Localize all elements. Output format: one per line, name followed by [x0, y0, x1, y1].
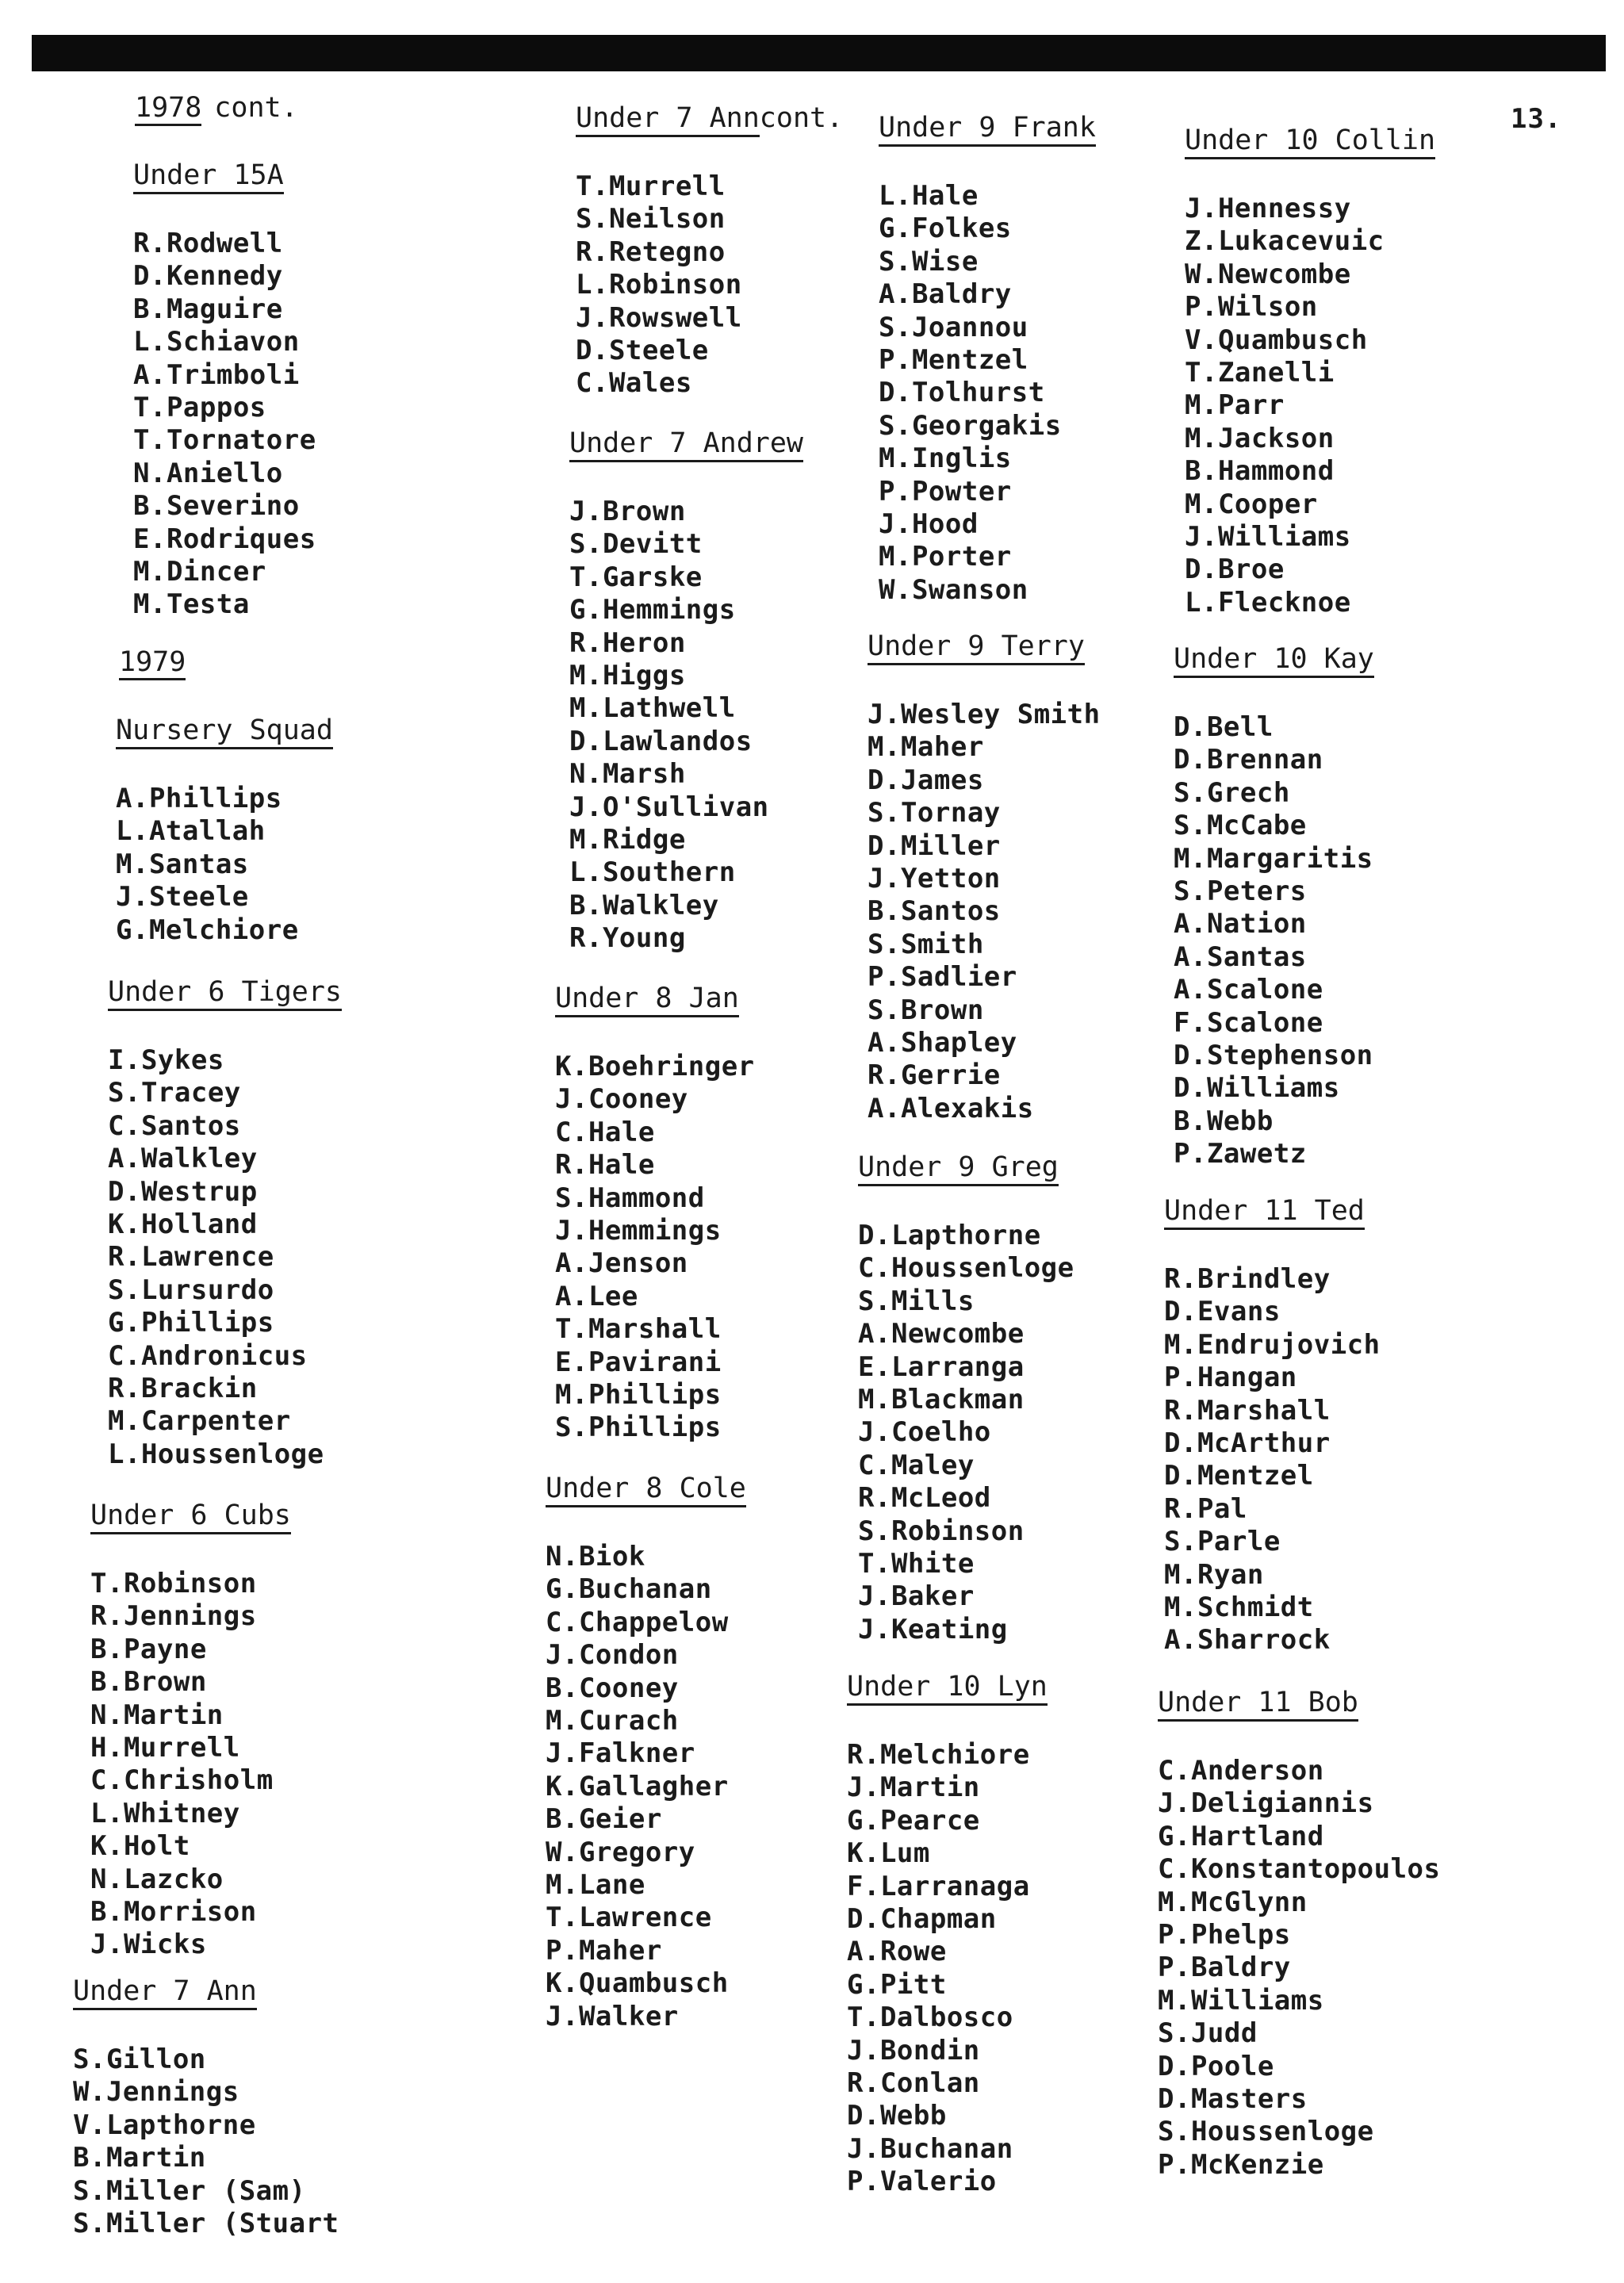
player-name: A.Alexakis [868, 1092, 1034, 1124]
player-name: G.Folkes [879, 213, 1012, 245]
player-name: B.Walkley [569, 889, 719, 921]
player-name: D.James [868, 764, 984, 796]
player-name: P.Powter [879, 475, 1012, 508]
player-name: D.Kennedy [133, 260, 283, 293]
player-name: M.Lane [546, 1869, 645, 1902]
player-name: K.Quambusch [546, 1967, 729, 2000]
team-heading [90, 1499, 291, 1534]
player-list [116, 783, 333, 947]
player-name: S.Georgakis [879, 409, 1062, 442]
player-name: M.Cooper [1185, 488, 1318, 520]
year-heading-1978 [135, 92, 298, 124]
player-name: J.Steele [116, 881, 249, 914]
team-block-under-11-bob [1158, 1686, 1441, 2181]
player-name: B.Geier [546, 1803, 662, 1836]
player-name: C.Anderson [1158, 1755, 1324, 1787]
player-name: S.Joannou [879, 311, 1028, 343]
player-name: J.Wicks [90, 1929, 207, 1961]
player-name: H.Murrell [90, 1732, 240, 1764]
player-name: J.Falkner [546, 1737, 695, 1770]
player-name: M.Dincer [133, 556, 266, 588]
player-name: J.O'Sullivan [569, 791, 769, 823]
player-name: N.Marsh [569, 758, 686, 791]
player-name: W.Jennings [73, 2076, 239, 2109]
player-name: M.Curach [546, 1705, 679, 1737]
team-title: Under 11 Bob [1158, 1687, 1358, 1718]
player-name: N.Biok [546, 1541, 645, 1572]
player-name: S.Smith [868, 928, 984, 960]
player-name: S.Robinson [858, 1515, 1025, 1547]
player-name: M.Endrujovich [1164, 1328, 1381, 1361]
team-block-under-7-andrew [569, 427, 803, 956]
player-name: M.Williams [1158, 1984, 1324, 2017]
player-name: V.Lapthorne [73, 2109, 256, 2141]
player-name: D.Brennan [1174, 744, 1323, 776]
player-list [847, 1739, 1048, 2199]
team-block-nursery-squad [116, 714, 333, 947]
player-name: F.Larranaga [847, 1870, 1030, 1902]
player-name: M.Lathwell [569, 692, 736, 725]
team-title: Under 7 Ann [73, 1975, 257, 2007]
player-name: G.Hemmings [569, 594, 736, 626]
player-name: R.Rodwell [133, 228, 283, 259]
player-name: T.Tornatore [133, 424, 316, 457]
team-title: Under 10 Kay [1174, 643, 1374, 675]
player-name: L.Robinson [576, 269, 742, 301]
player-name: B.Hammond [1185, 455, 1335, 488]
team-heading [1158, 1686, 1358, 1722]
player-name: S.Grech [1174, 776, 1290, 809]
team-title: Under 9 Frank [879, 112, 1096, 144]
team-title: Under 10 Collin [1185, 124, 1436, 156]
player-name: M.Ridge [569, 824, 686, 856]
player-name: B.Brown [90, 1666, 207, 1699]
team-title: Under 11 Ted [1164, 1195, 1365, 1227]
player-name: S.Tracey [108, 1077, 241, 1109]
team-title: Under 8 Jan [555, 983, 739, 1014]
team-title: Under 9 Terry [868, 630, 1085, 662]
team-heading [546, 1472, 746, 1507]
player-name: A.Lee [555, 1280, 638, 1312]
team-block-under-8-cole [546, 1472, 746, 2033]
player-name: J.Walker [546, 2000, 679, 2032]
player-name: C.Konstantopoulos [1158, 1853, 1441, 1886]
team-block-under-6-tigers [108, 975, 342, 1471]
player-list [1174, 711, 1374, 1171]
player-name: S.Devitt [569, 528, 703, 561]
player-name: A.Phillips [116, 783, 282, 814]
player-name: J.Bondin [847, 2034, 980, 2067]
player-name: D.Mentzel [1164, 1460, 1314, 1492]
year-number: 1978 [135, 92, 201, 126]
player-name: K.Holland [108, 1209, 258, 1241]
player-name: D.Lapthorne [858, 1220, 1041, 1251]
player-list [133, 228, 316, 622]
player-name: L.Atallah [116, 815, 266, 848]
team-block-under-6-cubs [90, 1499, 291, 1962]
player-name: R.Jennings [90, 1600, 257, 1633]
player-list [569, 496, 803, 956]
player-name: S.Judd [1158, 2017, 1258, 2050]
player-name: P.Wilson [1185, 291, 1318, 324]
team-block-under-7-ann-cont [576, 102, 843, 400]
player-name: J.Buchanan [847, 2132, 1013, 2165]
year-number: 1979 [119, 646, 186, 680]
player-name: R.Gerrie [868, 1059, 1001, 1092]
player-name: P.Maher [546, 1934, 662, 1967]
player-name: S.Peters [1174, 875, 1307, 908]
player-list [858, 1220, 1074, 1646]
player-name: J.Wesley Smith [868, 699, 1101, 730]
player-name: M.Testa [133, 588, 250, 621]
player-name: C.Chrisholm [90, 1764, 274, 1797]
team-title: Under 6 Cubs [90, 1500, 291, 1531]
team-title-cont: cont. [759, 102, 844, 134]
player-name: I.Sykes [108, 1044, 224, 1076]
player-name: C.Hale [555, 1116, 655, 1148]
team-heading [116, 714, 333, 749]
player-name: D.Stephenson [1174, 1040, 1373, 1072]
team-title: Nursery Squad [116, 714, 333, 746]
player-name: A.Baldry [879, 278, 1012, 311]
player-name: D.Tolhurst [879, 377, 1045, 409]
player-name: B.Morrison [90, 1896, 257, 1929]
player-name: E.Larranga [858, 1350, 1025, 1383]
team-heading [576, 102, 760, 137]
team-title: Under 10 Lyn [847, 1671, 1048, 1703]
player-name: D.Bell [1174, 711, 1274, 743]
team-block-under-15a [133, 159, 316, 622]
player-name: W.Swanson [879, 573, 1028, 606]
team-heading [868, 630, 1085, 665]
player-name: A.Nation [1174, 908, 1307, 940]
player-name: G.Buchanan [546, 1573, 712, 1606]
player-name: M.Porter [879, 541, 1012, 573]
player-name: L.Southern [569, 856, 736, 889]
player-name: G.Hartland [1158, 1820, 1324, 1852]
player-name: F.Scalone [1174, 1006, 1323, 1039]
player-name: B.Severino [133, 490, 300, 523]
player-name: G.Pearce [847, 1804, 980, 1837]
player-name: T.Dalbosco [847, 2001, 1013, 2034]
team-title: Under 7 Ann [576, 102, 760, 134]
player-name: S.Lursurdo [108, 1274, 274, 1306]
player-name: M.Santas [116, 848, 249, 880]
player-name: J.Coelho [858, 1416, 991, 1449]
player-name: M.Maher [868, 731, 984, 764]
player-name: G.Melchiore [116, 914, 299, 946]
team-title: Under 8 Cole [546, 1473, 746, 1504]
team-block-under-10-collin [1185, 124, 1435, 619]
team-heading [555, 982, 739, 1017]
player-name: A.Jenson [555, 1247, 688, 1280]
player-name: T.Murrell [576, 170, 726, 202]
player-name: D.Evans [1164, 1296, 1281, 1328]
player-name: S.Tornay [868, 797, 1001, 829]
player-name: M.Inglis [879, 442, 1012, 475]
team-block-under-8-jan [555, 982, 755, 1445]
player-name: R.Brindley [1164, 1263, 1331, 1295]
player-name: C.Santos [108, 1109, 241, 1142]
player-name: T.White [858, 1548, 975, 1580]
player-name: J.Hemmings [555, 1215, 722, 1247]
team-heading [1185, 124, 1435, 159]
player-name: B.Payne [90, 1633, 207, 1665]
player-name: S.Miller (Stuart [73, 2208, 339, 2240]
player-name: M.Parr [1185, 389, 1285, 422]
player-name: V.Quambusch [1185, 324, 1368, 356]
player-name: M.Margaritis [1174, 842, 1373, 875]
player-name: M.Ryan [1164, 1558, 1264, 1591]
team-heading [879, 111, 1096, 147]
player-name: R.Retegno [576, 236, 726, 268]
player-list [555, 1051, 755, 1445]
player-name: B.Webb [1174, 1105, 1274, 1137]
player-name: D.Broe [1185, 554, 1285, 586]
team-block-under-9-frank [879, 111, 1096, 607]
player-name: B.Santos [868, 895, 1001, 928]
player-name: E.Rodriques [133, 523, 316, 555]
player-name: N.Martin [90, 1699, 224, 1731]
player-name: K.Lum [847, 1837, 930, 1870]
player-name: M.Phillips [555, 1379, 722, 1412]
player-name: C.Andronicus [108, 1339, 308, 1372]
player-name: C.Chappelow [546, 1606, 729, 1638]
player-name: S.McCabe [1174, 810, 1307, 842]
team-title: Under 7 Andrew [569, 427, 804, 459]
player-name: P.Mentzel [879, 344, 1028, 377]
team-heading [73, 1975, 257, 2010]
player-name: M.Schmidt [1164, 1592, 1314, 1624]
player-name: D.Steele [576, 335, 709, 367]
team-title: Under 15A [133, 159, 284, 191]
player-name: R.Marshall [1164, 1394, 1331, 1427]
player-name: B.Cooney [546, 1672, 679, 1704]
player-name: L.Houssenloge [108, 1438, 324, 1470]
player-name: A.Trimboli [133, 358, 300, 391]
team-heading [108, 975, 342, 1011]
player-name: J.Hennessy [1185, 193, 1351, 224]
player-list [1158, 1755, 1441, 2181]
team-heading [569, 427, 803, 462]
player-name: K.Holt [90, 1830, 190, 1863]
player-name: C.Maley [858, 1449, 975, 1481]
player-name: R.Lawrence [108, 1241, 274, 1274]
player-name: R.Heron [569, 626, 686, 659]
player-name: A.Rowe [847, 1936, 947, 1968]
player-name: D.Westrup [108, 1175, 258, 1208]
player-name: P.McKenzie [1158, 2148, 1324, 2181]
player-name: D.Lawlandos [569, 725, 753, 757]
player-name: P.Zawetz [1174, 1138, 1307, 1170]
player-name: P.Hangan [1164, 1362, 1297, 1394]
player-name: N.Aniello [133, 457, 283, 489]
player-name: R.McLeod [858, 1482, 991, 1515]
player-name: P.Baldry [1158, 1952, 1291, 1984]
year-suffix: cont. [214, 92, 298, 124]
player-list [546, 1541, 746, 2033]
player-name: A.Scalone [1174, 974, 1323, 1006]
player-name: M.Carpenter [108, 1405, 291, 1438]
team-block-under-10-lyn [847, 1670, 1048, 2199]
player-name: D.Poole [1158, 2050, 1274, 2082]
player-name: J.Martin [847, 1772, 980, 1804]
team-block-under-10-kay [1174, 642, 1374, 1171]
player-list [868, 699, 1101, 1125]
team-heading [1164, 1194, 1365, 1230]
top-black-bar [32, 35, 1606, 71]
player-name: S.Gillon [73, 2044, 206, 2075]
player-name: N.Lazcko [90, 1863, 224, 1895]
player-list [73, 2044, 339, 2240]
player-name: K.Gallagher [546, 1770, 729, 1802]
player-name: T.Robinson [90, 1568, 257, 1599]
player-name: S.Brown [868, 994, 984, 1026]
player-name: R.Brackin [108, 1373, 258, 1405]
player-name: S.Wise [879, 245, 979, 278]
player-name: D.Masters [1158, 2083, 1308, 2116]
player-list [576, 170, 843, 400]
player-name: J.Baker [858, 1580, 975, 1613]
team-title: Under 6 Tigers [108, 976, 343, 1008]
player-name: J.Condon [546, 1639, 679, 1672]
player-name: T.Garske [569, 561, 703, 593]
player-name: C.Houssenloge [858, 1252, 1074, 1285]
player-name: R.Pal [1164, 1492, 1247, 1525]
player-name: R.Conlan [847, 2067, 980, 2100]
player-name: K.Boehringer [555, 1051, 755, 1082]
player-name: B.Martin [73, 2142, 206, 2174]
player-name: W.Newcombe [1185, 258, 1351, 290]
team-block-under-7-ann [73, 1975, 339, 2240]
team-block-under-11-ted [1164, 1194, 1381, 1657]
player-name: C.Wales [576, 367, 692, 400]
player-list [1164, 1263, 1381, 1657]
player-name: G.Pitt [847, 1968, 947, 2001]
player-list [90, 1568, 291, 1962]
player-name: L.Flecknoe [1185, 586, 1351, 619]
player-name: M.Blackman [858, 1384, 1025, 1416]
player-name: S.Phillips [555, 1412, 722, 1444]
team-heading [858, 1151, 1059, 1186]
player-list [879, 180, 1096, 607]
player-name: L.Whitney [90, 1797, 240, 1829]
player-name: T.Marshall [555, 1313, 722, 1346]
player-name: T.Zanelli [1185, 357, 1335, 389]
player-name: G.Phillips [108, 1307, 274, 1339]
player-name: R.Melchiore [847, 1739, 1030, 1771]
player-name: S.Mills [858, 1285, 975, 1317]
player-name: P.Phelps [1158, 1919, 1291, 1952]
player-name: T.Lawrence [546, 1902, 712, 1934]
player-name: D.Williams [1174, 1072, 1340, 1105]
player-name: S.Parle [1164, 1526, 1281, 1558]
player-name: W.Gregory [546, 1836, 695, 1868]
player-name: J.Yetton [868, 863, 1001, 895]
player-name: R.Young [569, 922, 686, 955]
player-name: A.Santas [1174, 940, 1307, 973]
player-name: M.McGlynn [1158, 1886, 1308, 1918]
player-name: S.Hammond [555, 1182, 705, 1214]
player-name: L.Schiavon [133, 326, 300, 358]
player-name: P.Sadlier [868, 961, 1017, 994]
player-name: P.Valerio [847, 2166, 997, 2198]
player-list [108, 1044, 342, 1471]
player-name: A.Sharrock [1164, 1624, 1331, 1657]
player-name: M.Jackson [1185, 422, 1335, 454]
player-name: T.Pappos [133, 392, 266, 424]
year-heading-1979 [119, 646, 186, 678]
player-name: D.Miller [868, 829, 1001, 862]
player-name: J.Cooney [555, 1083, 688, 1116]
player-name: J.Hood [879, 508, 979, 541]
team-block-under-9-terry [868, 630, 1101, 1125]
player-name: J.Rowswell [576, 301, 742, 334]
player-list [1185, 193, 1435, 619]
player-name: A.Newcombe [858, 1318, 1025, 1350]
player-name: E.Pavirani [555, 1346, 722, 1378]
player-name: J.Deligiannis [1158, 1787, 1374, 1820]
team-heading [1174, 642, 1374, 678]
player-name: J.Brown [569, 496, 686, 527]
player-name: D.Webb [847, 2100, 947, 2132]
player-name: R.Hale [555, 1149, 655, 1182]
player-name: Z.Lukacevuic [1185, 225, 1385, 258]
player-name: M.Higgs [569, 660, 686, 692]
team-block-under-9-greg [858, 1151, 1074, 1646]
player-name: B.Maguire [133, 293, 283, 325]
player-name: J.Williams [1185, 521, 1351, 554]
player-name: J.Keating [858, 1613, 1008, 1645]
player-name: L.Hale [879, 180, 979, 212]
team-heading [847, 1670, 1048, 1706]
player-name: D.McArthur [1164, 1427, 1331, 1460]
player-name: D.Chapman [847, 1903, 997, 1936]
player-name: S.Houssenloge [1158, 2116, 1374, 2148]
player-name: A.Walkley [108, 1143, 258, 1175]
page-number: 13. [1511, 103, 1562, 135]
player-name: A.Shapley [868, 1027, 1017, 1059]
player-name: S.Neilson [576, 203, 726, 236]
team-heading [133, 159, 284, 194]
team-title: Under 9 Greg [858, 1151, 1059, 1183]
player-name: S.Miller (Sam) [73, 2174, 306, 2207]
